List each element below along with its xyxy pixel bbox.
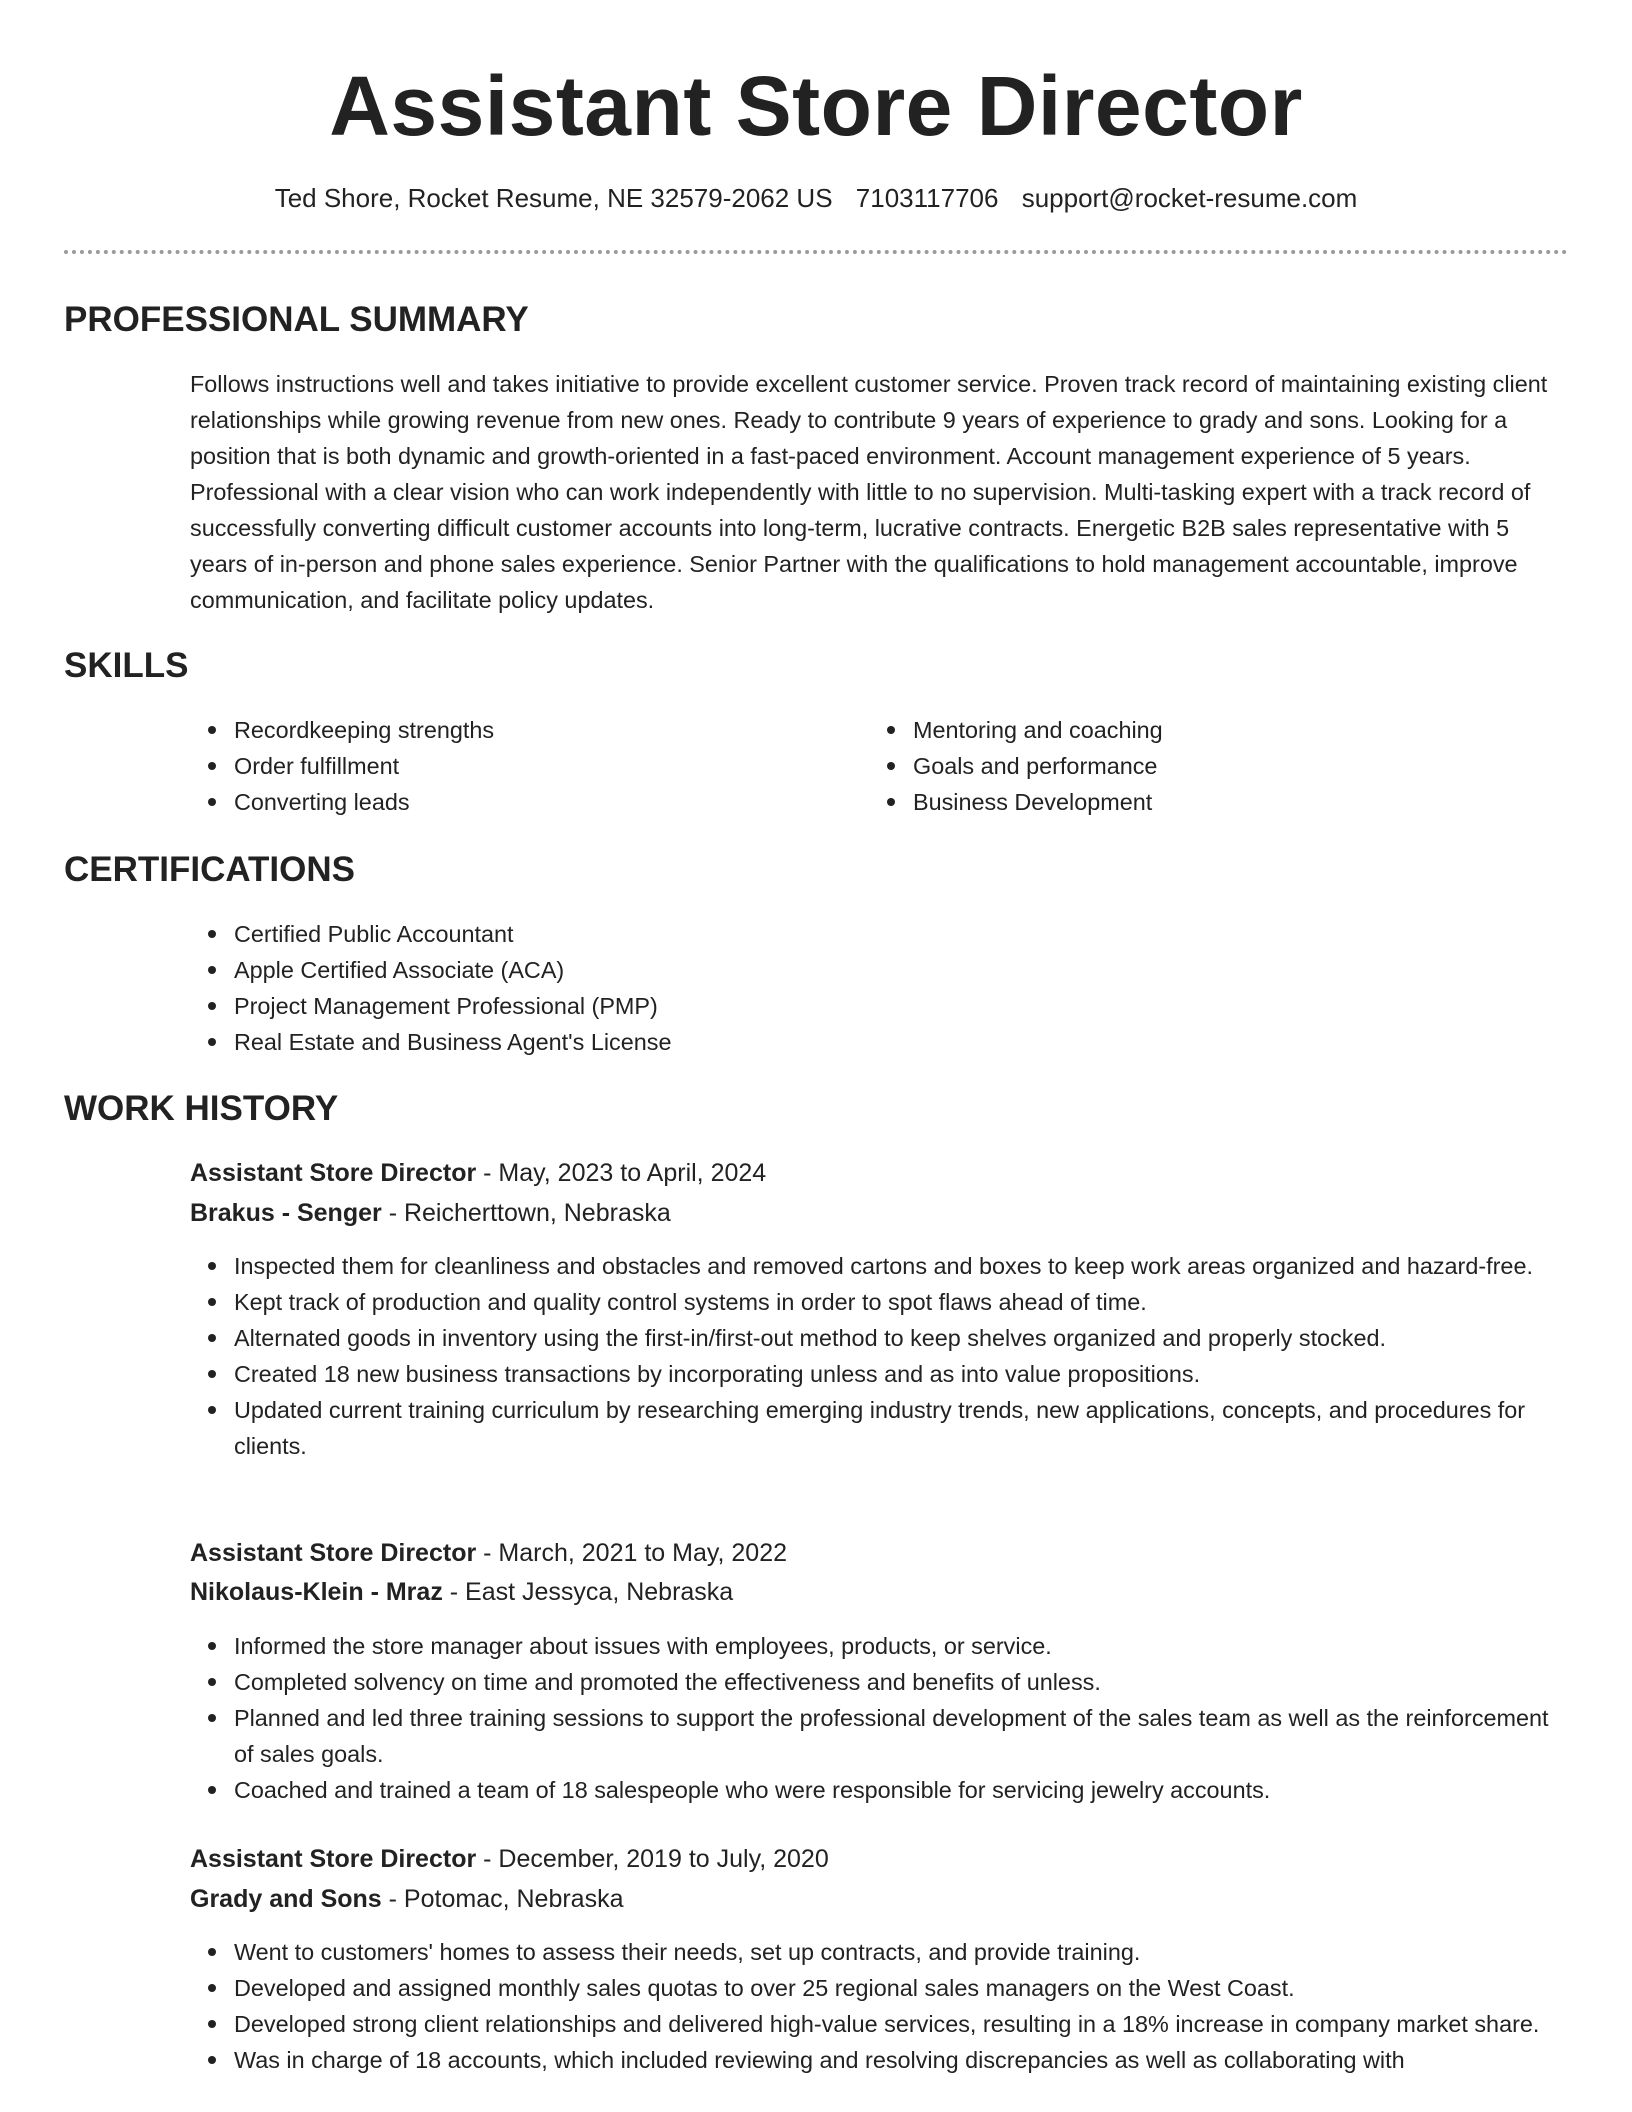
contact-phone: 7103117706: [855, 183, 999, 213]
list-item: Developed strong client relationships and delivered high-value services, resulting in a 18% increase in company market share.: [234, 2006, 1568, 2042]
job-title: Assistant Store Director: [190, 1159, 477, 1187]
skills-heading: SKILLS: [64, 646, 189, 685]
job-location: - Reicherttown, Nebraska: [381, 1199, 671, 1227]
contact-line: [64, 180, 1568, 216]
list-item: Planned and led three training sessions to support the professional development of the sales team as well as the reinforcement of sales goals.: [234, 1700, 1568, 1772]
list-item: Completed solvency on time and promoted the effectiveness and benefits of unless.: [234, 1664, 1568, 1700]
job-company: Brakus - Senger: [190, 1199, 382, 1227]
job-title: Assistant Store Director: [190, 1539, 477, 1567]
certifications-list: [234, 916, 1534, 1060]
list-item: Converting leads: [234, 784, 834, 820]
job-dates: - December, 2019 to July, 2020: [476, 1845, 829, 1873]
list-item: Alternated goods in inventory using the first-in/first-out method to keep shelves organized and properly stocked.: [234, 1320, 1568, 1356]
list-item: Was in charge of 18 accounts, which included reviewing and resolving discrepancies as well as collaborating with: [234, 2042, 1568, 2078]
list-item: Inspected them for cleanliness and obstacles and removed cartons and boxes to keep work areas organized and hazard-free.: [234, 1248, 1568, 1284]
job-company-line: [190, 1194, 671, 1232]
job-company: Nikolaus-Klein - Mraz: [190, 1578, 443, 1606]
job-company-line: [190, 1880, 623, 1918]
certifications-heading: CERTIFICATIONS: [64, 850, 356, 889]
contact-address: Ted Shore, Rocket Resume, NE 32579-2062 US: [274, 183, 833, 213]
skills-list-right: [913, 712, 1513, 820]
job-bullets: [234, 1934, 1568, 2078]
list-item: Updated current training curriculum by researching emerging industry trends, new applications, concepts, and procedures for clients.: [234, 1392, 1568, 1464]
job-title-line: [190, 1840, 829, 1878]
skills-list-left: [234, 712, 834, 820]
job-dates: - May, 2023 to April, 2024: [476, 1159, 767, 1187]
job-company: Grady and Sons: [190, 1885, 382, 1913]
list-item: Recordkeeping strengths: [234, 712, 834, 748]
list-item: Informed the store manager about issues with employees, products, or service.: [234, 1628, 1568, 1664]
job-bullets: [234, 1248, 1568, 1464]
resume-title: Assistant Store Director: [329, 59, 1303, 153]
list-item: Apple Certified Associate (ACA): [234, 952, 1534, 988]
contact-email: support@rocket-resume.com: [1021, 183, 1358, 213]
job-location: - East Jessyca, Nebraska: [442, 1578, 734, 1606]
list-item: Developed and assigned monthly sales quotas to over 25 regional sales managers on the West Coast.: [234, 1970, 1568, 2006]
list-item: Goals and performance: [913, 748, 1513, 784]
job-title-line: [190, 1154, 766, 1192]
list-item: Order fulfillment: [234, 748, 834, 784]
job-bullets: [234, 1628, 1568, 1808]
summary-heading: PROFESSIONAL SUMMARY: [64, 300, 529, 339]
list-item: Mentoring and coaching: [913, 712, 1513, 748]
list-item: Coached and trained a team of 18 salespeople who were responsible for servicing jewelry accounts.: [234, 1772, 1568, 1808]
list-item: Real Estate and Business Agent's License: [234, 1024, 1534, 1060]
list-item: Business Development: [913, 784, 1513, 820]
list-item: Created 18 new business transactions by incorporating unless and as into value propositions.: [234, 1356, 1568, 1392]
job-dates: - March, 2021 to May, 2022: [476, 1539, 788, 1567]
list-item: Certified Public Accountant: [234, 916, 1534, 952]
job-title-line: [190, 1534, 787, 1572]
work-history-heading: WORK HISTORY: [64, 1089, 339, 1128]
summary-text: Follows instructions well and takes initiative to provide excellent customer service. Proven track record of maintaining existing client relationships while growing revenue from new ones. Ready to contribute 9 years of experience to grady and sons. Looking for a position that is both dynamic and growth-oriented in a fast-paced environment. Account management experience of 5 years. Professional with a clear vision who can work independently with little to no supervision. Multi-tasking expert with a track record of successfully converting difficult customer accounts into long-term, lucrative contracts. Energetic B2B sales representative with 5 years of in-person and phone sales experience. Senior Partner with the qualifications to hold management accountable, improve communication, and facilitate policy updates.: [190, 371, 1548, 613]
header-divider: [64, 250, 1568, 254]
resume-page: [64, 0, 1568, 2112]
list-item: Went to customers' homes to assess their needs, set up contracts, and provide training.: [234, 1934, 1568, 1970]
job-title: Assistant Store Director: [190, 1845, 477, 1873]
job-company-line: [190, 1573, 733, 1611]
list-item: Kept track of production and quality control systems in order to spot flaws ahead of time.: [234, 1284, 1568, 1320]
list-item: Project Management Professional (PMP): [234, 988, 1534, 1024]
job-location: - Potomac, Nebraska: [381, 1885, 624, 1913]
